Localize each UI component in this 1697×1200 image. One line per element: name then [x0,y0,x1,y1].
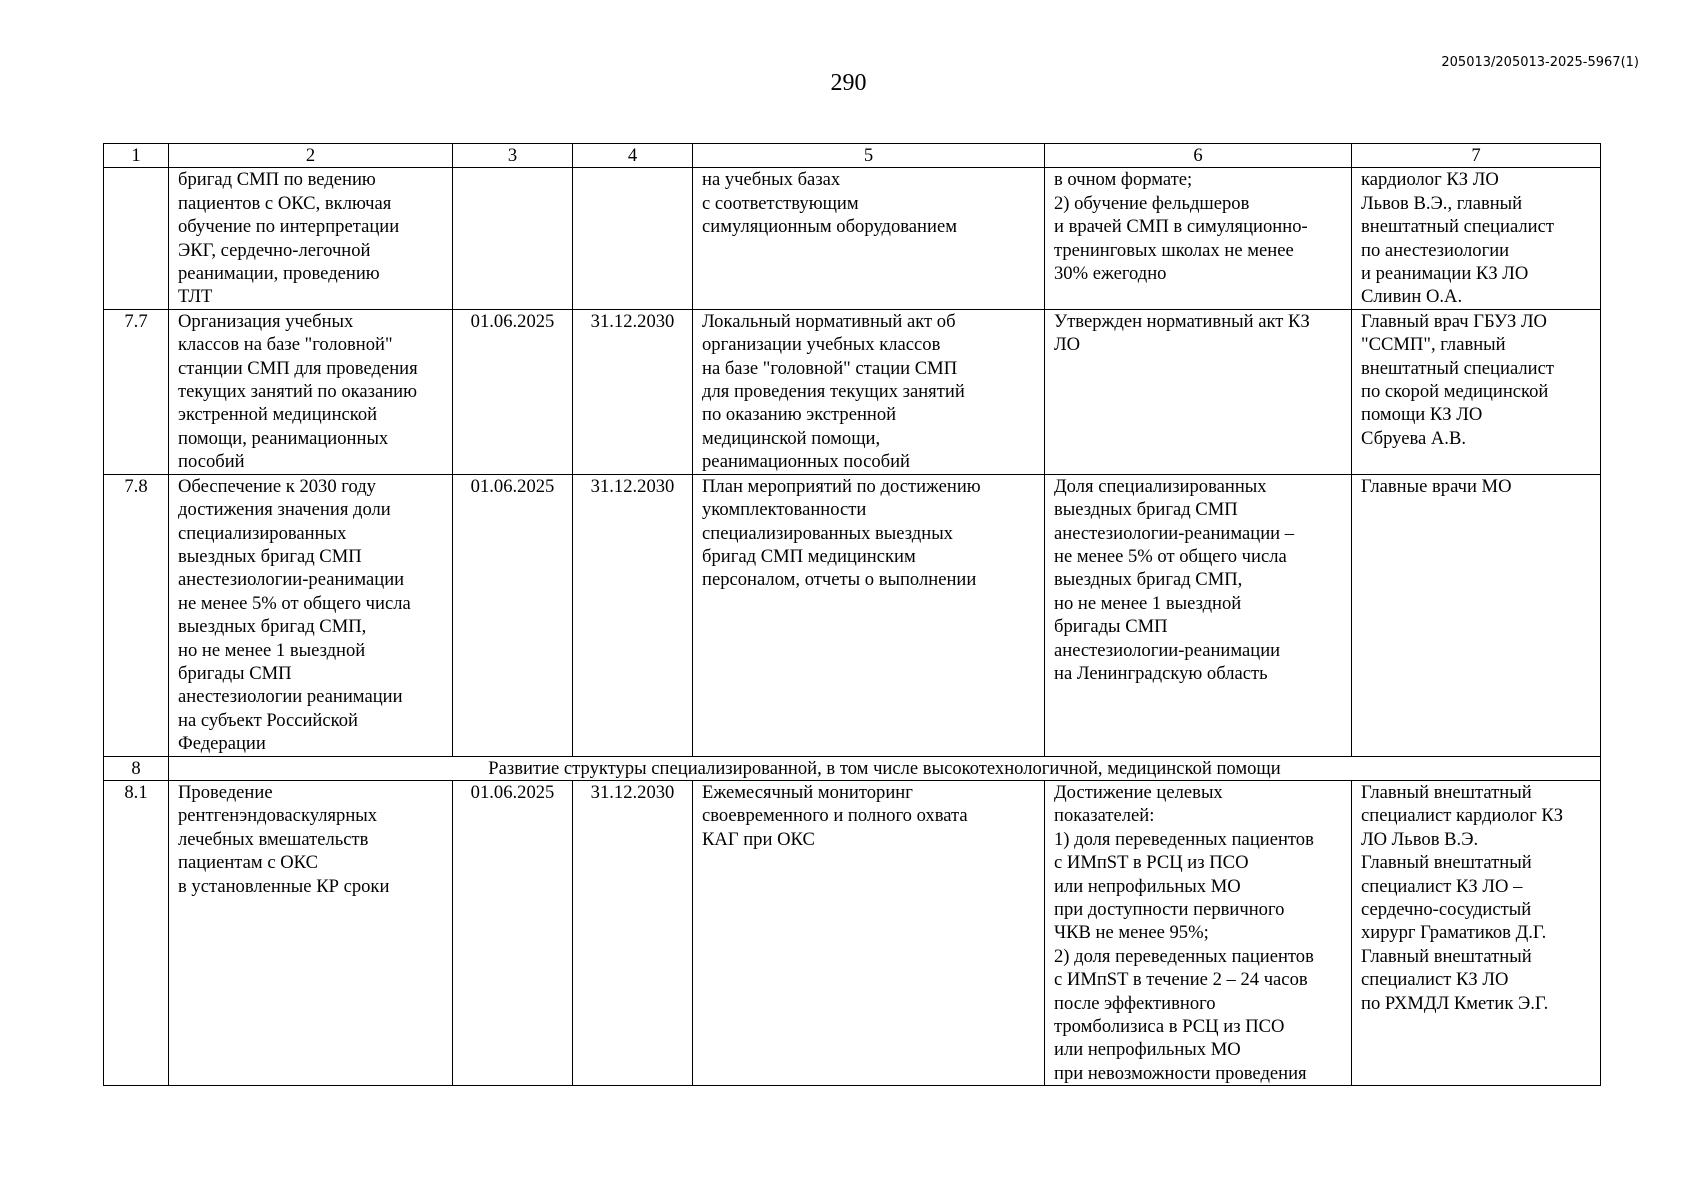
column-number: 7 [1352,144,1601,168]
item-number [104,168,169,309]
page-number: 290 [830,70,867,96]
responsible-person: Главный внештатный специалист кардиолог КЗ ЛО Львов В.Э. Главный внештатный специалист КЗ ЛО – сердечно-сосудистый хирург Граматиков Д.Г. Главный внештатный специалист КЗ ЛО по РХМДЛ Кметик Э.Г. [1352,780,1601,1085]
document-type: на учебных базах с соответствующим симуляционным оборудованием [693,168,1045,309]
measure-name: Организация учебных классов на базе "головной" станции СМП для проведения текущих занятий по оказанию экстренной медицинской помощи, реанимационных пособий [169,309,453,474]
end-date: 31.12.2030 [573,474,693,756]
section-number: 8 [104,756,169,780]
end-date [573,168,693,309]
start-date [453,168,573,309]
start-date: 01.06.2025 [453,309,573,474]
column-number: 4 [573,144,693,168]
table-row [104,309,1601,474]
item-number: 7.7 [104,309,169,474]
section-title: Развитие структуры специализированной, в том числе высокотехнологичной, медицинской помощи [169,756,1601,780]
table-row [104,780,1601,1085]
column-number-row [104,144,1601,168]
start-date: 01.06.2025 [453,474,573,756]
responsible-person: кардиолог КЗ ЛО Львов В.Э., главный внештатный специалист по анестезиологии и реанимации КЗ ЛО Сливин О.А. [1352,168,1601,309]
column-number: 2 [169,144,453,168]
end-date: 31.12.2030 [573,309,693,474]
result-indicator: Доля специализированных выездных бригад СМП анестезиологии-реанимации – не менее 5% от общего числа выездных бригад СМП, но не менее 1 выездной бригады СМП анестезиологии-реанимации на Ленинградскую область [1045,474,1352,756]
table-row [104,168,1601,309]
document-type: План мероприятий по достижению укомплектованности специализированных выездных бригад СМП медицинским персоналом, отчеты о выполнении [693,474,1045,756]
result-indicator: Достижение целевых показателей: 1) доля переведенных пациентов с ИМпST в РСЦ из ПСО или непрофильных МО при доступности первичного ЧКВ не менее 95%; 2) доля переведенных пациентов с ИМпST в течение 2 – 24 часов после эффективного тромболизиса в РСЦ из ПСО или непрофильных МО при невозможности проведения [1045,780,1352,1085]
column-number: 6 [1045,144,1352,168]
responsible-person: Главные врачи МО [1352,474,1601,756]
section-row [104,756,1601,780]
table-row [104,474,1601,756]
column-number: 3 [453,144,573,168]
responsible-person: Главный врач ГБУЗ ЛО "ССМП", главный внештатный специалист по скорой медицинской помощи КЗ ЛО Сбруева А.В. [1352,309,1601,474]
end-date: 31.12.2030 [573,780,693,1085]
column-number: 5 [693,144,1045,168]
measure-name: бригад СМП по ведению пациентов с ОКС, включая обучение по интерпретации ЭКГ, сердечно-легочной реанимации, проведению ТЛТ [169,168,453,309]
document-type: Ежемесячный мониторинг своевременного и полного охвата КАГ при ОКС [693,780,1045,1085]
result-indicator: в очном формате; 2) обучение фельдшеров и врачей СМП в симуляционно- тренинговых школах не менее 30% ежегодно [1045,168,1352,309]
result-indicator: Утвержден нормативный акт КЗ ЛО [1045,309,1352,474]
document-id: 205013/205013-2025-5967(1) [1441,55,1639,70]
action-plan-table [103,143,1601,1086]
document-type: Локальный нормативный акт об организации учебных классов на базе "головной" стации СМП для проведения текущих занятий по оказанию экстренной медицинской помощи, реанимационных пособий [693,309,1045,474]
start-date: 01.06.2025 [453,780,573,1085]
column-number: 1 [104,144,169,168]
measure-name: Проведение рентгенэндоваскулярных лечебных вмешательств пациентам с ОКС в установленные КР сроки [169,780,453,1085]
measure-name: Обеспечение к 2030 году достижения значения доли специализированных выездных бригад СМП анестезиологии-реанимации не менее 5% от общего числа выездных бригад СМП, но не менее 1 выездной бригады СМП анестезиологии реанимации на субъект Российской Федерации [169,474,453,756]
item-number: 7.8 [104,474,169,756]
item-number: 8.1 [104,780,169,1085]
